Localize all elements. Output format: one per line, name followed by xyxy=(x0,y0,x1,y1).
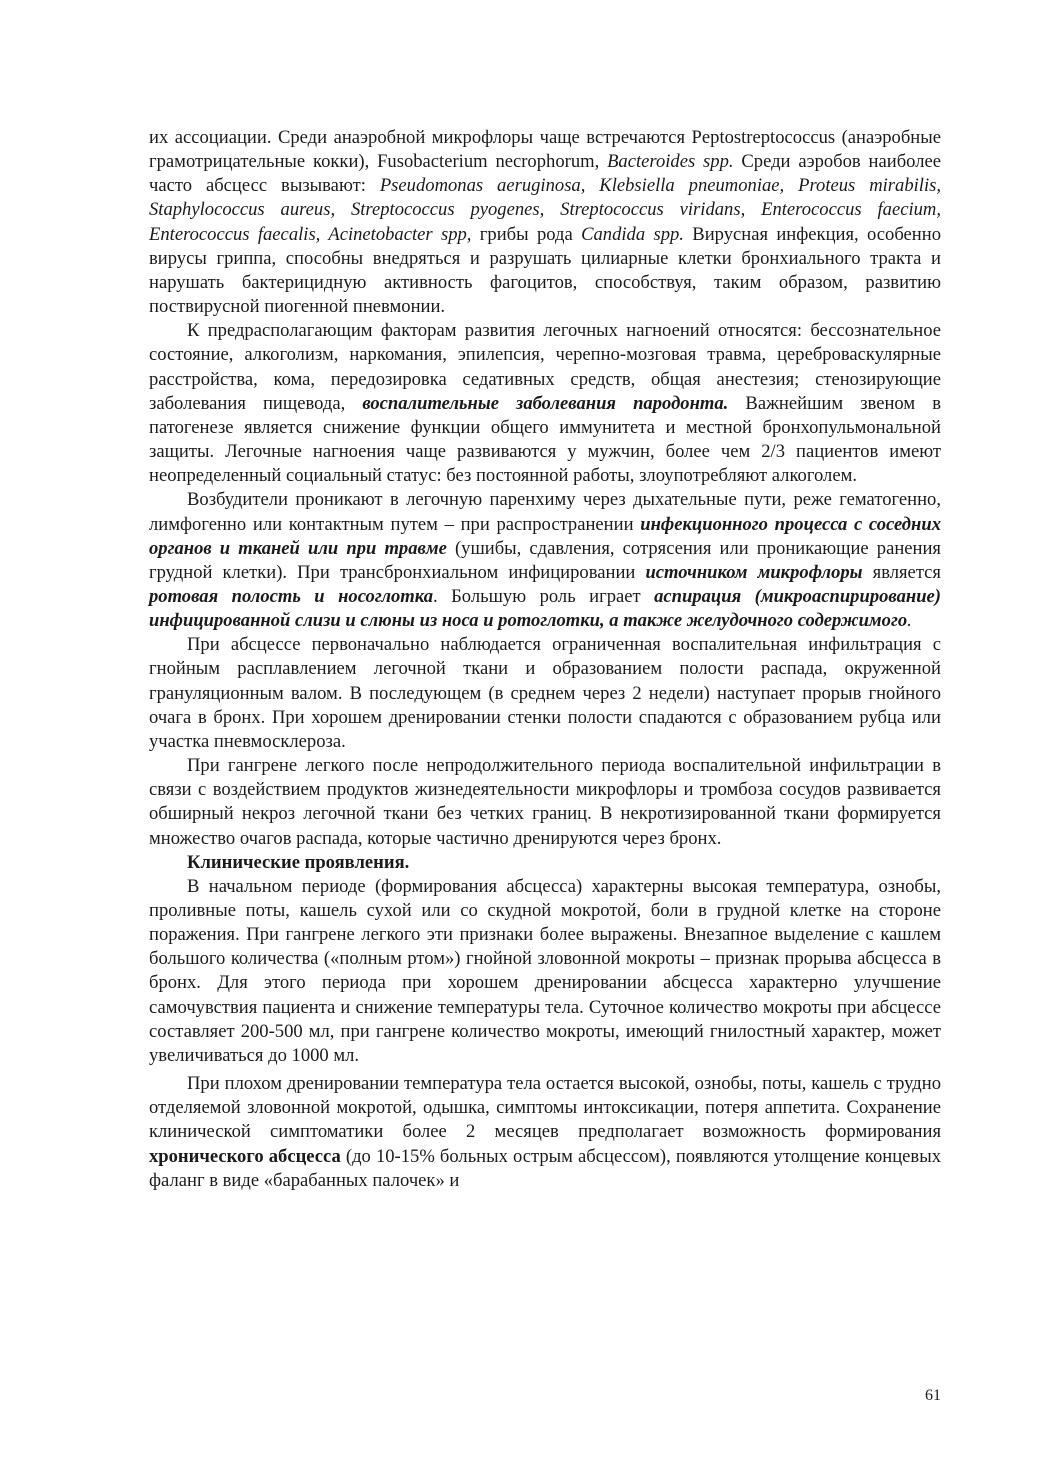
text-segment: (до 10-15% больных острым абсцессом), появляются утолщение концевых фаланг в виде «барабанных палочек» и xyxy=(149,1145,941,1191)
text-segment: Вирусная инфекция, особенно вирусы гриппа, способны внедряться и разрушать цилиарные клетки бронхиального тракта и нарушать бактерицидную активность фагоцитов, способствуя, таким образом, развитию поствирусной пиогенной пневмонии. xyxy=(149,223,941,318)
paragraph xyxy=(149,488,941,633)
paragraph xyxy=(149,875,941,1068)
text-segment: В начальном периоде (формирования абсцесса) характерны высокая температура, ознобы, проливные поты, кашель сухой или со скудной мокротой, боли в грудной клетке на стороне поражения. При гангрене легкого эти признаки более выражены. Внезапное выделение с кашлем большого количества («полным ртом») гнойной зловонной мокроты – признак прорыва абсцесса в бронх. Для этого периода при хорошем дренировании абсцесса характерно улучшение самочувствия пациента и снижение температуры тела. Суточное количество мокроты при абсцессе составляет 200-500 мл, при гангрене количество мокроты, имеющий гнилостный характер, может увеличиваться до 1000 мл. xyxy=(149,875,941,1066)
text-segment: хронического абсцесса xyxy=(149,1145,341,1167)
paragraph xyxy=(149,126,941,319)
text-segment: их ассоциации. Среди анаэробной микрофлоры чаще встречаются Peptostreptococcus (анаэробные грамотрицательные кокки), Fusobacterium necrophorum, xyxy=(149,127,941,173)
text-segment: аспирация (микроаспирирование) инфицированной слизи и слюны из носа и ротоглотки, а также желудочного содержимого xyxy=(149,585,941,632)
text-segment: К предрасполагающим факторам развития легочных нагноений относятся: бессознательное состояние, алкоголизм, наркомания, эпилепсия, черепно-мозговая травма, цереброваскулярные расстройства, кома, передозировка седативных средств, общая анестезия; стенозирующие заболевания пищевода, xyxy=(149,320,941,414)
text-segment: При плохом дренировании температура тела остается высокой, ознобы, поты, кашель с трудно отделяемой зловонной мокротой, одышка, симптомы интоксикации, потеря аппетита. Сохранение клинической симптоматики более 2 месяцев предполагает возможность формирования xyxy=(149,1073,941,1143)
text-segment: Среди аэробов наиболее часто абсцесс вызывают: xyxy=(149,151,941,197)
text-segment: ротовая полость и носоглотка xyxy=(149,585,433,607)
page-number: 61 xyxy=(925,1387,941,1404)
text-segment: При абсцессе первоначально наблюдается ограниченная воспалительная инфильтрация с гнойным расплавлением легочной ткани и образованием полости распада, окруженной грануляционным валом. В последующем (в среднем через 2 недели) наступает прорыв гнойного очага в бронх. При хорошем дренировании стенки полости спадаются с образованием рубца или участка пневмосклероза. xyxy=(149,634,941,752)
text-segment: Candida spp. xyxy=(581,223,684,245)
text-segment: Bacteroides spp. xyxy=(607,151,734,173)
paragraphs-before-heading xyxy=(149,126,941,851)
paragraph xyxy=(149,633,941,754)
text-segment: грибы рода xyxy=(471,223,582,245)
text-segment: инфекционного процесса с соседних органов и тканей или при травме xyxy=(149,513,941,559)
text-segment: (ушибы, сдавления, сотрясения или проникающие ранения грудной клетки). При трансбронхиальном инфицировании xyxy=(149,537,941,583)
text-segment: является xyxy=(862,561,941,583)
text-segment: При гангрене легкого после непродолжительного периода воспалительной инфильтрации в связи с воздействием продуктов жизнедеятельности микрофлоры и тромбоза сосудов развивается обширный некроз легочной ткани без четких границ. В некротизированной ткани формируется множество очагов распада, которые частично дренируются через бронх. xyxy=(149,755,941,849)
text-segment: . Большую роль играет xyxy=(433,585,655,607)
paragraph xyxy=(149,754,941,851)
text-segment: источником микрофлоры xyxy=(645,561,863,583)
paragraph xyxy=(149,319,941,488)
section-heading: Клинические проявления. xyxy=(187,851,410,873)
text-segment: Важнейшим звеном в патогенезе является снижение функции общего иммунитета и местной бронхопульмональной защиты. Легочные нагноения чаще развиваются у мужчин, более чем 2/3 пациентов имеют неопределенный социальный статус: без постоянной работы, злоупотребляют алкоголем. xyxy=(149,392,941,487)
text-segment: Возбудители проникают в легочную паренхиму через дыхательные пути, реже гематогенно, лимфогенно или контактным путем – при распространении xyxy=(149,489,941,535)
paragraph xyxy=(149,1072,941,1193)
page-body xyxy=(149,126,941,1193)
text-segment: . xyxy=(907,610,912,632)
paragraphs-after-heading xyxy=(149,875,941,1193)
text-segment: воспалительные заболевания пародонта. xyxy=(362,392,729,414)
text-segment: Pseudomonas aeruginosa, Klebsiella pneumoniae, Proteus mirabilis, Staphylococcus aureus, Streptococcus pyogenes, Streptococcus viridans, Enterococcus faecium, Enterococcus faecalis, Acinetobacter spp, xyxy=(149,175,942,245)
